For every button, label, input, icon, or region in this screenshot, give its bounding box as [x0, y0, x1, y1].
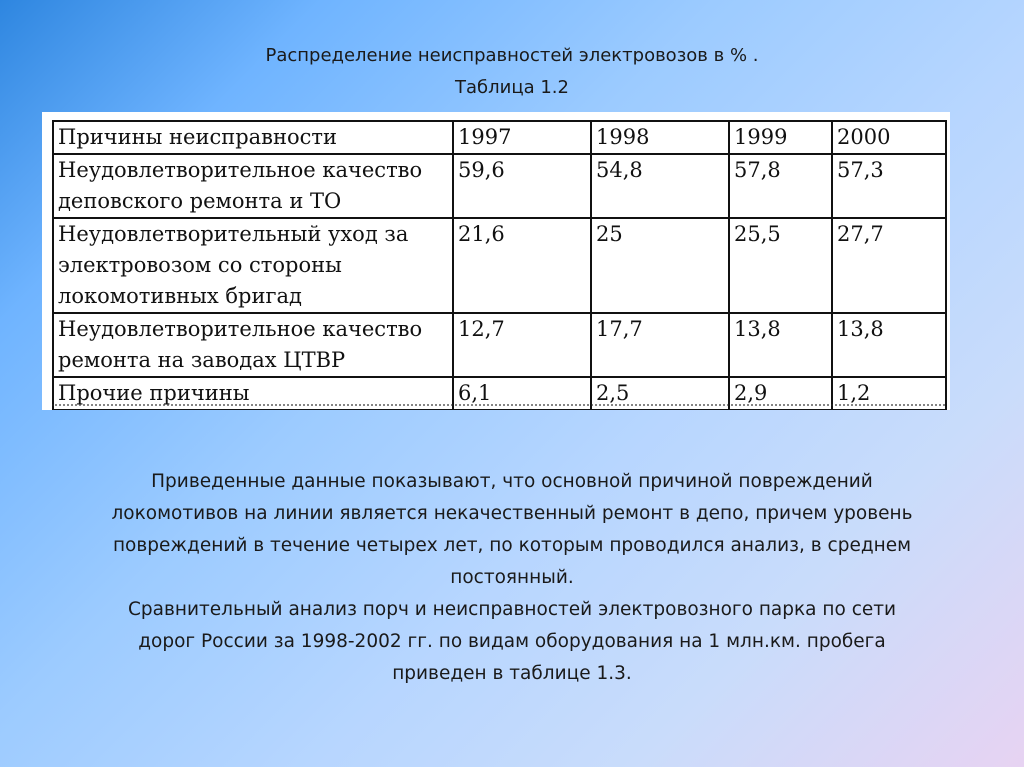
value-cell: 57,8: [729, 154, 832, 218]
cause-line: Неудовлетворительное качество: [58, 317, 423, 341]
table-row: [53, 313, 946, 377]
body-paragraph: [50, 466, 974, 690]
paragraph-line: постоянный.: [450, 567, 574, 588]
cause-cell: [53, 313, 453, 377]
paragraph-line: повреждений в течение четырех лет, по которым проводился анализ, в среднем: [112, 535, 912, 556]
paragraph-line: Сравнительный анализ порч и неисправностей электровозного парка по сети: [127, 599, 897, 620]
title-line-2: Таблица 1.2: [455, 77, 569, 98]
faults-table: [52, 120, 947, 410]
cause-line: локомотивных бригад: [58, 284, 302, 308]
header-cell-1998: 1998: [591, 121, 729, 154]
table-row: [53, 218, 946, 313]
cause-line: деповского ремонта и ТО: [58, 189, 342, 213]
value-cell: 2,5: [591, 377, 729, 410]
value-cell: 1,2: [832, 377, 946, 410]
cause-cell: [53, 218, 453, 313]
cropped-text-edge: [52, 404, 945, 410]
header-cell-1997: 1997: [453, 121, 591, 154]
value-cell: 25,5: [729, 218, 832, 313]
cause-line: электровозом со стороны: [58, 253, 342, 277]
paragraph-line: Приведенные данные показывают, что основной причиной повреждений: [151, 471, 873, 492]
value-cell: 27,7: [832, 218, 946, 313]
cause-line: Неудовлетворительный уход за: [58, 222, 409, 246]
paragraph-line: дорог России за 1998-2002 гг. по видам оборудования на 1 млн.км. пробега: [138, 631, 886, 652]
value-cell: 13,8: [729, 313, 832, 377]
value-cell: 54,8: [591, 154, 729, 218]
table-header-row: [53, 121, 946, 154]
value-cell: 2,9: [729, 377, 832, 410]
cause-line: ремонта на заводах ЦТВР: [58, 348, 346, 372]
cause-line: Прочие причины: [58, 381, 250, 405]
cause-line: Неудовлетворительное качество: [58, 158, 423, 182]
title-line-1: Распределение неисправностей электровозов в % .: [265, 45, 759, 66]
header-cell-cause: Причины неисправности: [53, 121, 453, 154]
header-cell-2000: 2000: [832, 121, 946, 154]
value-cell: 12,7: [453, 313, 591, 377]
value-cell: 6,1: [453, 377, 591, 410]
paragraph-line: приведен в таблице 1.3.: [392, 663, 632, 684]
table-row: [53, 154, 946, 218]
value-cell: 17,7: [591, 313, 729, 377]
value-cell: 59,6: [453, 154, 591, 218]
table-image: [42, 112, 950, 410]
cause-cell: [53, 154, 453, 218]
value-cell: 13,8: [832, 313, 946, 377]
header-cell-1999: 1999: [729, 121, 832, 154]
value-cell: 57,3: [832, 154, 946, 218]
paragraph-line: локомотивов на линии является некачественный ремонт в депо, причем уровень: [111, 503, 913, 524]
value-cell: 21,6: [453, 218, 591, 313]
value-cell: 25: [591, 218, 729, 313]
slide-title: [0, 40, 1024, 104]
